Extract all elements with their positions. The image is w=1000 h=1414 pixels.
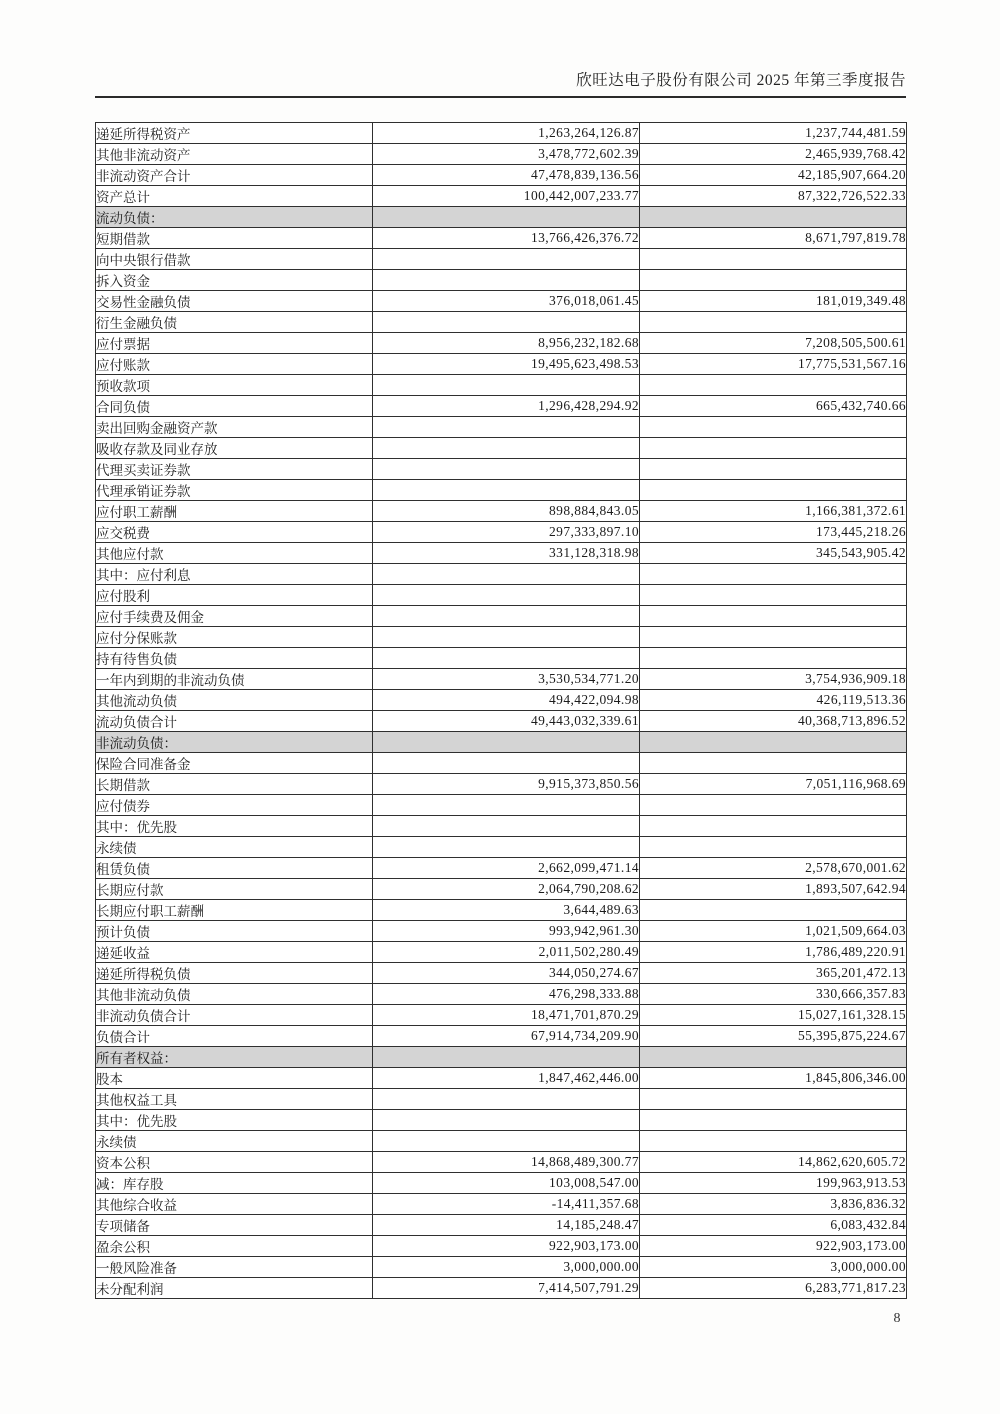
row-label: 其中：优先股 xyxy=(96,816,373,837)
row-value-prior: 6,283,771,817.23 xyxy=(640,1278,907,1299)
table-row xyxy=(96,333,907,354)
row-value-current xyxy=(373,606,640,627)
row-value-prior: 55,395,875,224.67 xyxy=(640,1026,907,1047)
table-row xyxy=(96,1194,907,1215)
table-row xyxy=(96,900,907,921)
row-label: 代理买卖证券款 xyxy=(96,459,373,480)
row-label: 递延所得税负债 xyxy=(96,963,373,984)
row-label: 资本公积 xyxy=(96,1152,373,1173)
table-row xyxy=(96,186,907,207)
row-value-current: 19,495,623,498.53 xyxy=(373,354,640,375)
row-label: 流动负债： xyxy=(96,207,373,228)
row-value-current: 47,478,839,136.56 xyxy=(373,165,640,186)
row-value-prior: 365,201,472.13 xyxy=(640,963,907,984)
row-label: 减：库存股 xyxy=(96,1173,373,1194)
table-row xyxy=(96,1110,907,1131)
row-value-current: 3,478,772,602.39 xyxy=(373,144,640,165)
row-value-prior: 1,237,744,481.59 xyxy=(640,123,907,144)
table-row xyxy=(96,291,907,312)
row-value-prior xyxy=(640,438,907,459)
table-row xyxy=(96,690,907,711)
row-value-prior: 2,465,939,768.42 xyxy=(640,144,907,165)
table-row xyxy=(96,1026,907,1047)
table-row xyxy=(96,1215,907,1236)
row-value-prior xyxy=(640,795,907,816)
row-label: 递延所得税资产 xyxy=(96,123,373,144)
table-row xyxy=(96,753,907,774)
table-row xyxy=(96,942,907,963)
row-value-prior: 1,845,806,346.00 xyxy=(640,1068,907,1089)
row-value-prior: 426,119,513.36 xyxy=(640,690,907,711)
row-value-prior: 1,021,509,664.03 xyxy=(640,921,907,942)
row-label: 非流动资产合计 xyxy=(96,165,373,186)
row-value-current xyxy=(373,207,640,228)
row-label: 交易性金融负债 xyxy=(96,291,373,312)
row-value-prior xyxy=(640,564,907,585)
row-label: 永续债 xyxy=(96,1131,373,1152)
row-value-prior xyxy=(640,1089,907,1110)
row-value-current: 297,333,897.10 xyxy=(373,522,640,543)
table-row xyxy=(96,144,907,165)
row-value-current: 2,064,790,208.62 xyxy=(373,879,640,900)
table-row xyxy=(96,396,907,417)
row-value-prior xyxy=(640,270,907,291)
table-row xyxy=(96,312,907,333)
row-value-current: 494,422,094.98 xyxy=(373,690,640,711)
row-value-current: 13,766,426,376.72 xyxy=(373,228,640,249)
table-row xyxy=(96,270,907,291)
row-value-prior xyxy=(640,837,907,858)
row-value-prior xyxy=(640,312,907,333)
row-label: 应付手续费及佣金 xyxy=(96,606,373,627)
table-row xyxy=(96,858,907,879)
row-label: 预收款项 xyxy=(96,375,373,396)
page-number: 8 xyxy=(893,1311,901,1326)
row-value-prior: 665,432,740.66 xyxy=(640,396,907,417)
row-value-current: 7,414,507,791.29 xyxy=(373,1278,640,1299)
row-label: 其他应付款 xyxy=(96,543,373,564)
row-label: 吸收存款及同业存放 xyxy=(96,438,373,459)
row-value-current xyxy=(373,648,640,669)
row-value-current xyxy=(373,627,640,648)
row-value-current: 2,011,502,280.49 xyxy=(373,942,640,963)
row-label: 非流动负债合计 xyxy=(96,1005,373,1026)
row-value-current: 2,662,099,471.14 xyxy=(373,858,640,879)
table-row xyxy=(96,1173,907,1194)
table-row xyxy=(96,1278,907,1299)
row-label: 应付分保账款 xyxy=(96,627,373,648)
table-row xyxy=(96,354,907,375)
table-row xyxy=(96,1257,907,1278)
row-label: 预计负债 xyxy=(96,921,373,942)
balance-sheet-body xyxy=(96,123,907,1299)
row-value-current xyxy=(373,1089,640,1110)
row-value-current: 922,903,173.00 xyxy=(373,1236,640,1257)
table-row xyxy=(96,543,907,564)
row-label: 非流动负债： xyxy=(96,732,373,753)
row-label: 永续债 xyxy=(96,837,373,858)
row-value-prior xyxy=(640,648,907,669)
row-value-prior xyxy=(640,606,907,627)
row-value-prior xyxy=(640,249,907,270)
table-row xyxy=(96,1047,907,1068)
row-label: 衍生金融负债 xyxy=(96,312,373,333)
row-value-prior xyxy=(640,1047,907,1068)
row-value-prior: 17,775,531,567.16 xyxy=(640,354,907,375)
table-row xyxy=(96,627,907,648)
row-value-prior: 345,543,905.42 xyxy=(640,543,907,564)
row-value-prior xyxy=(640,417,907,438)
row-value-prior: 7,208,505,500.61 xyxy=(640,333,907,354)
row-label: 其中：优先股 xyxy=(96,1110,373,1131)
row-value-current: 3,644,489.63 xyxy=(373,900,640,921)
row-value-current xyxy=(373,438,640,459)
row-value-prior xyxy=(640,459,907,480)
row-value-prior: 15,027,161,328.15 xyxy=(640,1005,907,1026)
table-row xyxy=(96,1089,907,1110)
row-value-current: 3,530,534,771.20 xyxy=(373,669,640,690)
row-value-current xyxy=(373,1110,640,1131)
row-value-prior: 40,368,713,896.52 xyxy=(640,711,907,732)
row-label: 代理承销证券款 xyxy=(96,480,373,501)
table-row xyxy=(96,417,907,438)
row-value-current xyxy=(373,417,640,438)
row-label: 一般风险准备 xyxy=(96,1257,373,1278)
row-value-prior: 87,322,726,522.33 xyxy=(640,186,907,207)
row-value-prior xyxy=(640,900,907,921)
row-value-current: 476,298,333.88 xyxy=(373,984,640,1005)
row-value-prior: 3,000,000.00 xyxy=(640,1257,907,1278)
row-value-prior: 1,893,507,642.94 xyxy=(640,879,907,900)
row-value-prior: 181,019,349.48 xyxy=(640,291,907,312)
row-value-prior xyxy=(640,375,907,396)
table-row xyxy=(96,438,907,459)
row-label: 其他权益工具 xyxy=(96,1089,373,1110)
table-row xyxy=(96,669,907,690)
row-label: 未分配利润 xyxy=(96,1278,373,1299)
row-label: 拆入资金 xyxy=(96,270,373,291)
row-value-current xyxy=(373,312,640,333)
row-value-prior: 330,666,357.83 xyxy=(640,984,907,1005)
row-label: 专项储备 xyxy=(96,1215,373,1236)
row-value-current xyxy=(373,1131,640,1152)
table-row xyxy=(96,1236,907,1257)
row-label: 长期应付职工薪酬 xyxy=(96,900,373,921)
row-value-prior: 14,862,620,605.72 xyxy=(640,1152,907,1173)
row-label: 所有者权益： xyxy=(96,1047,373,1068)
row-value-current xyxy=(373,564,640,585)
row-value-current: 898,884,843.05 xyxy=(373,501,640,522)
row-value-current: 8,956,232,182.68 xyxy=(373,333,640,354)
row-value-current: 376,018,061.45 xyxy=(373,291,640,312)
row-value-prior: 199,963,913.53 xyxy=(640,1173,907,1194)
row-value-current: 344,050,274.67 xyxy=(373,963,640,984)
row-value-current: 9,915,373,850.56 xyxy=(373,774,640,795)
row-value-current xyxy=(373,375,640,396)
row-label: 应付股利 xyxy=(96,585,373,606)
row-value-prior: 173,445,218.26 xyxy=(640,522,907,543)
row-label: 租赁负债 xyxy=(96,858,373,879)
table-row xyxy=(96,732,907,753)
row-value-current: 18,471,701,870.29 xyxy=(373,1005,640,1026)
row-value-current xyxy=(373,816,640,837)
row-label: 应交税费 xyxy=(96,522,373,543)
table-row xyxy=(96,459,907,480)
row-value-prior: 3,754,936,909.18 xyxy=(640,669,907,690)
row-value-prior: 2,578,670,001.62 xyxy=(640,858,907,879)
table-row xyxy=(96,123,907,144)
row-label: 长期借款 xyxy=(96,774,373,795)
table-row xyxy=(96,795,907,816)
row-value-current xyxy=(373,249,640,270)
row-label: 向中央银行借款 xyxy=(96,249,373,270)
row-value-prior xyxy=(640,480,907,501)
row-value-current xyxy=(373,753,640,774)
row-value-prior xyxy=(640,753,907,774)
table-row xyxy=(96,1068,907,1089)
row-label: 一年内到期的非流动负债 xyxy=(96,669,373,690)
row-value-current: 100,442,007,233.77 xyxy=(373,186,640,207)
row-label: 合同负债 xyxy=(96,396,373,417)
row-value-prior xyxy=(640,627,907,648)
table-row xyxy=(96,879,907,900)
row-label: 负债合计 xyxy=(96,1026,373,1047)
row-label: 其他非流动负债 xyxy=(96,984,373,1005)
row-label: 持有待售负债 xyxy=(96,648,373,669)
table-row xyxy=(96,1131,907,1152)
row-value-prior: 42,185,907,664.20 xyxy=(640,165,907,186)
row-label: 长期应付款 xyxy=(96,879,373,900)
row-label: 应付票据 xyxy=(96,333,373,354)
row-label: 流动负债合计 xyxy=(96,711,373,732)
row-value-current: 1,847,462,446.00 xyxy=(373,1068,640,1089)
row-value-prior: 7,051,116,968.69 xyxy=(640,774,907,795)
table-row xyxy=(96,963,907,984)
row-label: 应付债券 xyxy=(96,795,373,816)
table-row xyxy=(96,921,907,942)
table-row xyxy=(96,984,907,1005)
row-value-current xyxy=(373,270,640,291)
table-row xyxy=(96,585,907,606)
table-row xyxy=(96,480,907,501)
row-value-prior xyxy=(640,732,907,753)
table-row xyxy=(96,564,907,585)
row-label: 应付账款 xyxy=(96,354,373,375)
report-header xyxy=(95,70,906,98)
row-value-current: 331,128,318.98 xyxy=(373,543,640,564)
table-row xyxy=(96,774,907,795)
row-label: 递延收益 xyxy=(96,942,373,963)
row-value-prior: 1,786,489,220.91 xyxy=(640,942,907,963)
row-label: 股本 xyxy=(96,1068,373,1089)
row-value-current: 993,942,961.30 xyxy=(373,921,640,942)
row-label: 短期借款 xyxy=(96,228,373,249)
table-row xyxy=(96,228,907,249)
table-row xyxy=(96,207,907,228)
row-value-prior: 6,083,432.84 xyxy=(640,1215,907,1236)
row-value-current: 1,263,264,126.87 xyxy=(373,123,640,144)
row-label: 卖出回购金融资产款 xyxy=(96,417,373,438)
row-label: 其他综合收益 xyxy=(96,1194,373,1215)
row-value-current: 14,185,248.47 xyxy=(373,1215,640,1236)
table-row xyxy=(96,837,907,858)
row-value-current: 49,443,032,339.61 xyxy=(373,711,640,732)
balance-sheet-table xyxy=(95,122,907,1299)
table-row xyxy=(96,648,907,669)
table-row xyxy=(96,501,907,522)
page-title: 欣旺达电子股份有限公司 2025 年第三季度报告 xyxy=(576,72,906,89)
row-value-prior xyxy=(640,1110,907,1131)
row-label: 盈余公积 xyxy=(96,1236,373,1257)
table-row xyxy=(96,522,907,543)
row-value-prior xyxy=(640,585,907,606)
row-label: 应付职工薪酬 xyxy=(96,501,373,522)
row-value-current: 103,008,547.00 xyxy=(373,1173,640,1194)
row-label: 其他流动负债 xyxy=(96,690,373,711)
row-value-current xyxy=(373,837,640,858)
table-row xyxy=(96,816,907,837)
row-value-prior xyxy=(640,816,907,837)
row-label: 其中：应付利息 xyxy=(96,564,373,585)
table-row xyxy=(96,1005,907,1026)
row-value-prior: 3,836,836.32 xyxy=(640,1194,907,1215)
row-value-prior: 1,166,381,372.61 xyxy=(640,501,907,522)
row-value-prior: 922,903,173.00 xyxy=(640,1236,907,1257)
row-value-current: 3,000,000.00 xyxy=(373,1257,640,1278)
row-value-current xyxy=(373,459,640,480)
row-value-current: -14,411,357.68 xyxy=(373,1194,640,1215)
table-row xyxy=(96,249,907,270)
row-value-current xyxy=(373,1047,640,1068)
row-value-current xyxy=(373,732,640,753)
table-row xyxy=(96,375,907,396)
row-label: 其他非流动资产 xyxy=(96,144,373,165)
row-value-current xyxy=(373,585,640,606)
table-row xyxy=(96,165,907,186)
table-row xyxy=(96,606,907,627)
row-label: 保险合同准备金 xyxy=(96,753,373,774)
row-label: 资产总计 xyxy=(96,186,373,207)
row-value-current xyxy=(373,795,640,816)
row-value-current xyxy=(373,480,640,501)
row-value-prior xyxy=(640,207,907,228)
row-value-current: 67,914,734,209.90 xyxy=(373,1026,640,1047)
row-value-current: 14,868,489,300.77 xyxy=(373,1152,640,1173)
row-value-prior xyxy=(640,1131,907,1152)
row-value-current: 1,296,428,294.92 xyxy=(373,396,640,417)
table-row xyxy=(96,1152,907,1173)
row-value-prior: 8,671,797,819.78 xyxy=(640,228,907,249)
table-row xyxy=(96,711,907,732)
